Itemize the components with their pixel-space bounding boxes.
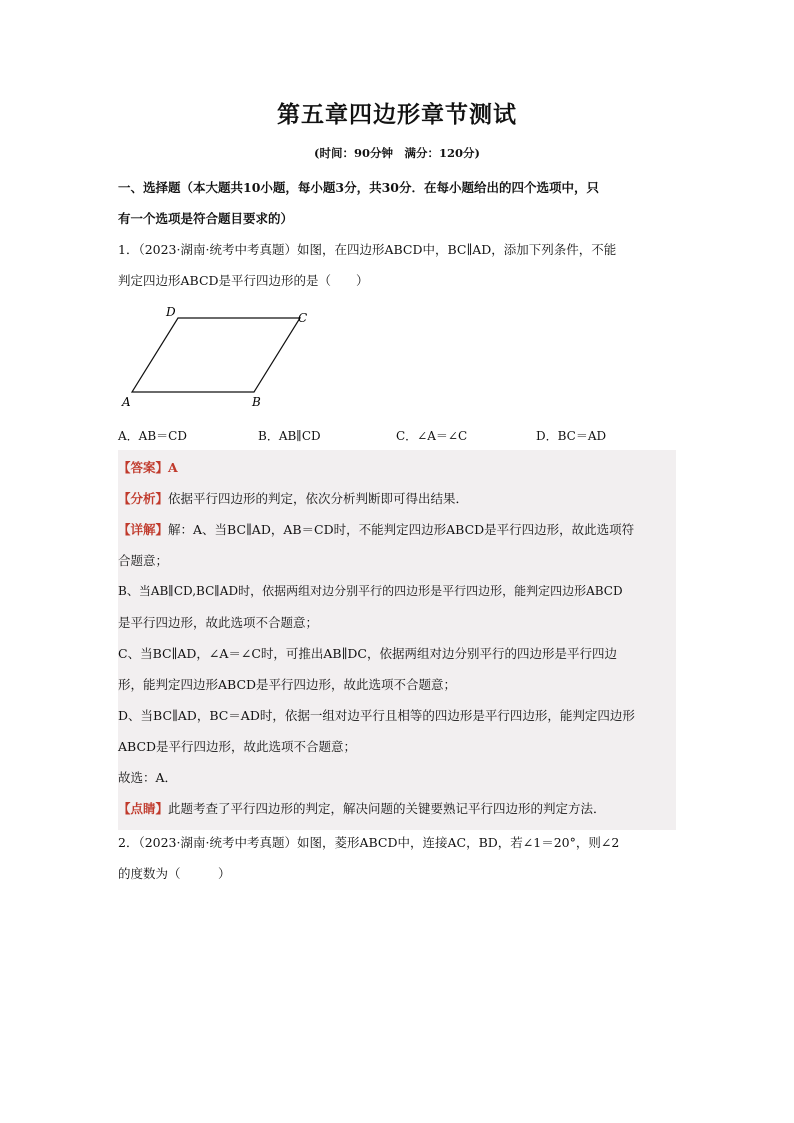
- page-title: 第五章四边形章节测试: [277, 101, 517, 128]
- comment-tag: 【点睛】: [118, 801, 169, 816]
- detail-line-1: [118, 520, 634, 538]
- detail-line-5: C、当BC∥AD，∠A＝∠C时，可推出AB∥DC，依据两组对边分别平行的四边形是平行四边: [118, 646, 617, 661]
- q1-option-a[interactable]: A．AB＝CD: [118, 429, 187, 443]
- detail-line-9: 故选：A．: [118, 770, 178, 785]
- analysis-tag: 【分析】: [118, 491, 169, 506]
- detail-line-8: ABCD是平行四边形，故此选项不合题意；: [118, 739, 357, 754]
- answer-line: [118, 458, 178, 476]
- parallelogram-figure: [118, 300, 328, 415]
- q1-stem-line1: 1．（2023·湖南·统考中考真题）如图，在四边形ABCD中，BC∥AD，添加下列条件，不能: [118, 242, 617, 257]
- analysis-line: [118, 489, 468, 507]
- detail-line-3: B、当AB∥CD,BC∥AD时，依据两组对边分别平行的四边形是平行四边形，能判定四边形ABCD: [118, 584, 623, 598]
- q1-option-d[interactable]: D．BC＝AD: [536, 429, 607, 443]
- comment-text: 此题考查了平行四边形的判定，解决问题的关键要熟记平行四边形的判定方法．: [168, 801, 606, 816]
- answer-value: A: [168, 460, 178, 475]
- q1-stem-line2: 判定四边形ABCD是平行四边形的是（ ）: [118, 273, 369, 288]
- detail-tag: 【详解】: [118, 522, 169, 537]
- detail-text-1: 解：A、当BC∥AD，AB＝CD时，不能判定四边形ABCD是平行四边形，故此选项符: [168, 522, 635, 537]
- vertex-label-c: C: [298, 311, 308, 325]
- answer-tag: 【答案】: [118, 460, 169, 475]
- detail-line-2: 合题意；: [118, 553, 169, 568]
- vertex-label-b: B: [252, 395, 261, 409]
- analysis-text: 依据平行四边形的判定，依次分析判断即可得出结果．: [168, 491, 469, 506]
- comment-line: [118, 799, 606, 817]
- detail-line-4: 是平行四边形，故此选项不合题意；: [118, 615, 319, 630]
- q1-option-c[interactable]: C．∠A＝∠C: [396, 429, 468, 443]
- vertex-label-a: A: [122, 395, 131, 409]
- section-heading-line1: 一、选择题（本大题共10小题，每小题3分，共30分．在每小题给出的四个选项中，只: [118, 180, 599, 195]
- detail-line-6: 形，能判定四边形ABCD是平行四边形，故此选项不合题意；: [118, 677, 457, 692]
- vertex-label-d: D: [166, 305, 176, 319]
- q1-solution-block: [118, 450, 676, 830]
- section-heading-line2: 有一个选项是符合题目要求的）: [118, 211, 294, 226]
- detail-line-7: D、当BC∥AD，BC＝AD时，依据一组对边平行且相等的四边形是平行四边形，能判定四边形: [118, 708, 635, 723]
- exam-info: (时间：90分钟 满分：120分): [314, 146, 480, 160]
- q2-stem-line2: 的度数为（ ）: [118, 866, 231, 881]
- parallelogram-shape: [132, 318, 300, 392]
- q1-option-b[interactable]: B．AB∥CD: [258, 429, 321, 443]
- q2-stem-line1: 2．（2023·湖南·统考中考真题）如图，菱形ABCD中，连接AC，BD，若∠1＝20°，则∠2: [118, 835, 620, 850]
